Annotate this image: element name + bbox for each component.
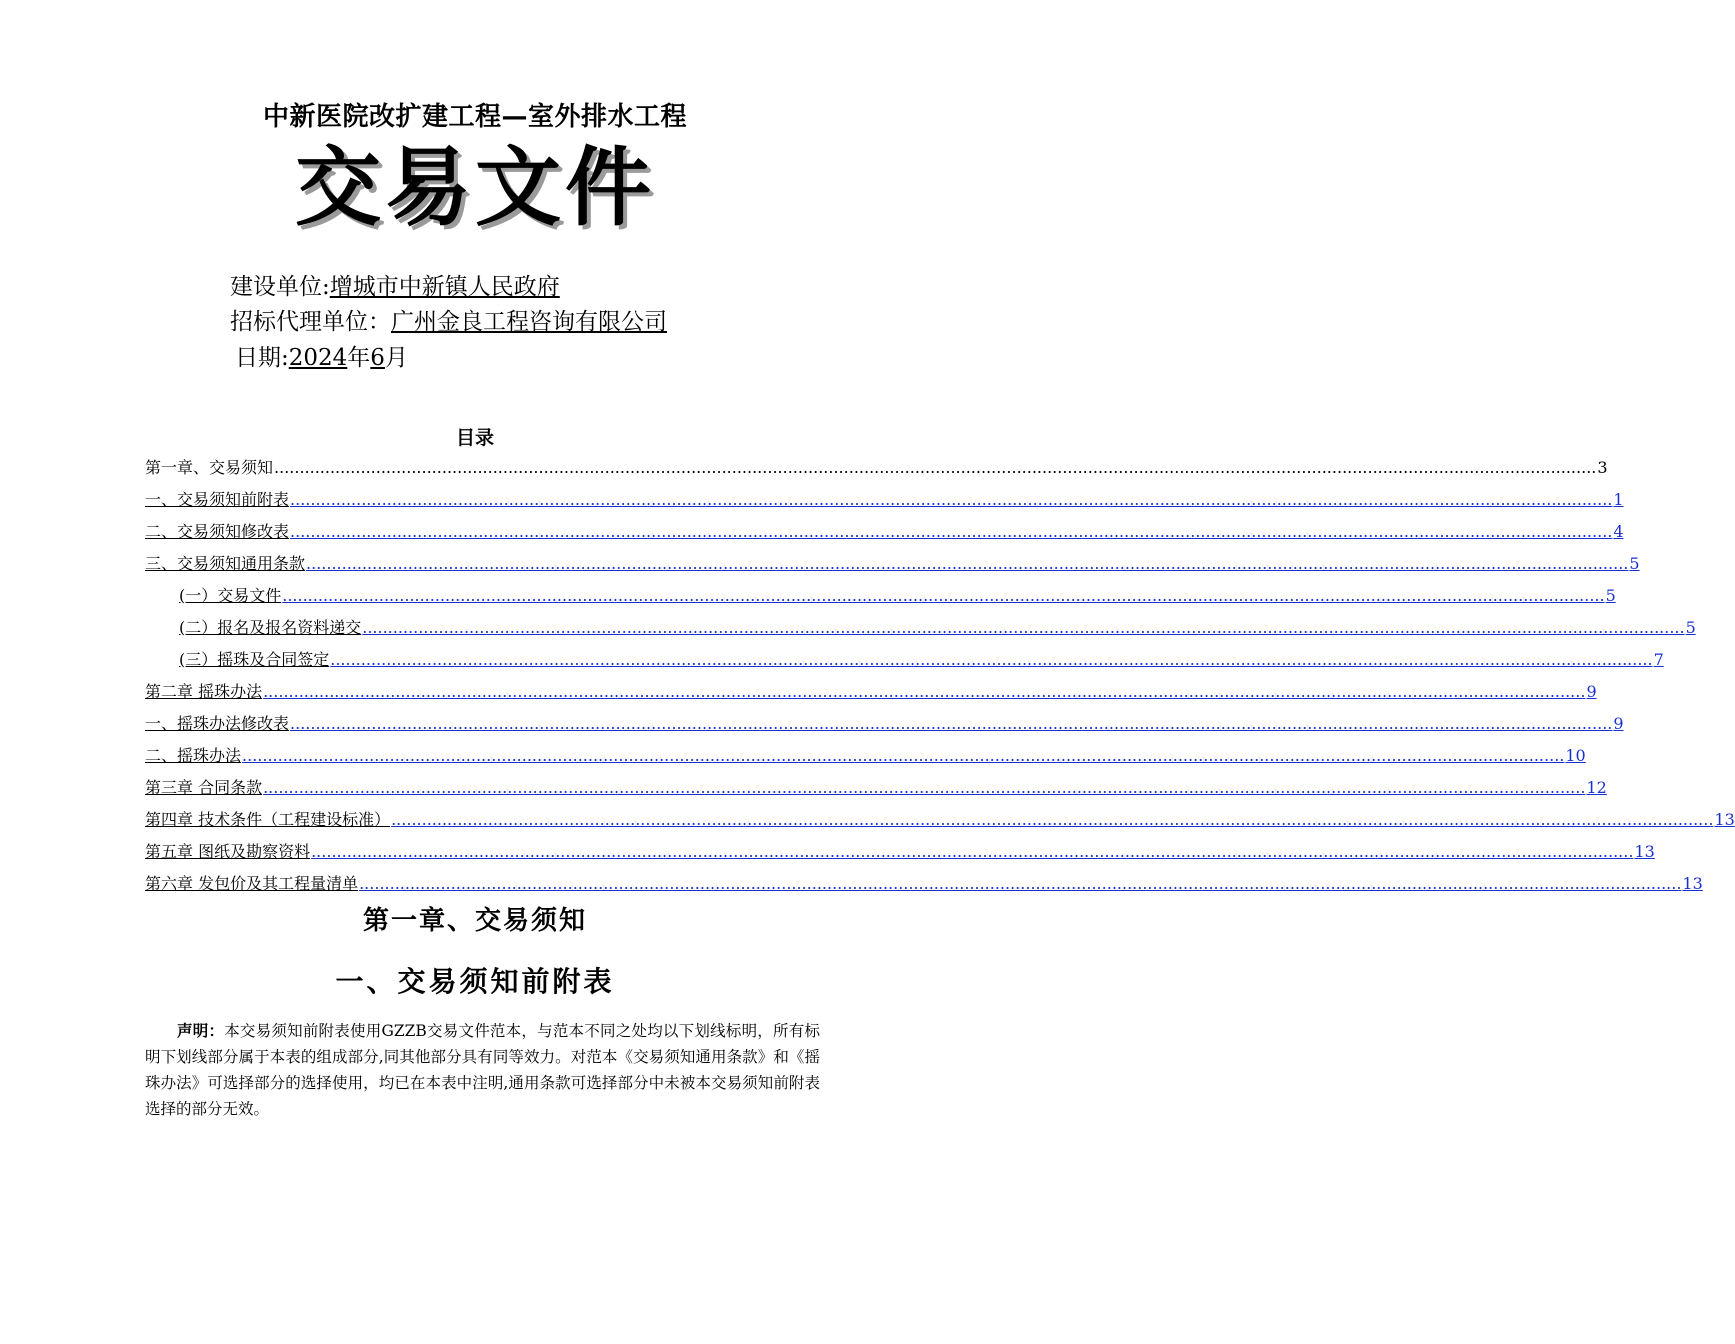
date-month: 6: [370, 345, 385, 371]
toc-entry-page: 13: [1714, 810, 1735, 829]
toc-entry-title: 一、交易须知前附表: [145, 490, 290, 509]
toc-entry[interactable]: [145, 670, 1597, 702]
toc-entry-title: 三、交易须知通用条款: [145, 554, 306, 573]
date-label: 日期:: [235, 345, 289, 371]
toc-entry-title: 第三章 合同条款: [145, 778, 263, 797]
toc-entry[interactable]: [145, 734, 1586, 766]
toc-entry[interactable]: [145, 830, 1655, 862]
toc-entry-page: 9: [1586, 682, 1597, 701]
section-heading: 一、交易须知前附表: [335, 965, 615, 998]
toc-entry[interactable]: [145, 542, 1640, 574]
toc-entry[interactable]: [145, 446, 1608, 478]
toc-entry-title: (三）摇珠及合同签定: [179, 650, 330, 669]
toc-entry-page: 1: [1613, 490, 1624, 509]
toc-entry-title: 第一章、交易须知: [145, 458, 274, 477]
toc-entry-page: 5: [1605, 586, 1616, 605]
owner-line: [230, 272, 560, 302]
toc-entry-title: (二）报名及报名资料递交: [179, 618, 362, 637]
toc-entry-page: 5: [1685, 618, 1696, 637]
statement-label: 声明：: [177, 1021, 225, 1040]
toc-leader: ....................................................................................................................................................................................................................................................................: [306, 554, 1629, 573]
toc-entry-title: 二、摇珠办法: [145, 746, 242, 765]
toc-entry-title: 第二章 摇珠办法: [145, 682, 263, 701]
toc-entry-page: 5: [1629, 554, 1640, 573]
toc-entry[interactable]: [145, 574, 1616, 606]
toc-leader: ....................................................................................................................................................................................................................................................................: [362, 618, 1685, 637]
toc-entry-page: 4: [1613, 522, 1624, 541]
toc-entry-title: 第六章 发包价及其工程量清单: [145, 874, 359, 893]
toc-leader: ....................................................................................................................................................................................................................................................................: [274, 458, 1597, 477]
toc-entry-page: 9: [1613, 714, 1624, 733]
agent-label: 招标代理单位：: [230, 309, 391, 335]
toc-entry[interactable]: [145, 510, 1624, 542]
table-of-contents: [145, 446, 1735, 894]
toc-entry-page: 13: [1634, 842, 1655, 861]
toc-entry-title: (一）交易文件: [179, 586, 282, 605]
chapter-heading: 第一章、交易须知: [362, 906, 587, 936]
agent-line: [230, 307, 667, 337]
toc-leader: ....................................................................................................................................................................................................................................................................: [242, 746, 1565, 765]
toc-leader: ....................................................................................................................................................................................................................................................................: [330, 650, 1653, 669]
toc-leader: ....................................................................................................................................................................................................................................................................: [290, 522, 1613, 541]
toc-entry[interactable]: [145, 798, 1735, 830]
toc-heading: 目录: [455, 427, 494, 449]
toc-entry-page: 12: [1586, 778, 1607, 797]
statement-text: 本交易须知前附表使用GZZB交易文件范本，与范本不同之处均以下划线标明，所有标明下划线部分属于本表的组成部分,同其他部分具有同等效力。对范本《交易须知通用条款》和《摇珠办法》可选择部分的选择使用，均已在本表中注明,通用条款可选择部分中未被本交易须知前附表选择的部分无效。: [145, 1022, 820, 1118]
toc-entry[interactable]: [145, 638, 1664, 670]
toc-leader: ....................................................................................................................................................................................................................................................................: [263, 778, 1586, 797]
toc-entry-title: 一、摇珠办法修改表: [145, 714, 290, 733]
agent-value: 广州金良工程咨询有限公司: [391, 309, 667, 335]
toc-entry[interactable]: [145, 478, 1624, 510]
toc-entry-title: 第五章 图纸及勘察资料: [145, 842, 311, 861]
date-month-unit: 月: [384, 345, 408, 371]
toc-entry[interactable]: [145, 766, 1607, 798]
toc-leader: ....................................................................................................................................................................................................................................................................: [290, 490, 1613, 509]
toc-entry-page: 3: [1597, 458, 1608, 477]
toc-entry[interactable]: [145, 606, 1696, 638]
date-line: [235, 343, 408, 373]
toc-leader: ....................................................................................................................................................................................................................................................................: [311, 842, 1634, 861]
date-year: 2024: [288, 345, 348, 371]
toc-leader: ....................................................................................................................................................................................................................................................................: [263, 682, 1586, 701]
owner-label: 建设单位:: [230, 274, 330, 300]
toc-entry-page: 7: [1653, 650, 1664, 669]
document-title: 交易文件: [295, 138, 655, 238]
owner-value: 增城市中新镇人民政府: [329, 274, 560, 300]
toc-leader: ....................................................................................................................................................................................................................................................................: [282, 586, 1605, 605]
toc-entry[interactable]: [145, 702, 1624, 734]
statement-paragraph: [145, 1018, 820, 1122]
toc-leader: ....................................................................................................................................................................................................................................................................: [359, 874, 1682, 893]
date-year-unit: 年: [347, 345, 371, 371]
toc-entry-title: 二、交易须知修改表: [145, 522, 290, 541]
toc-leader: ....................................................................................................................................................................................................................................................................: [290, 714, 1613, 733]
toc-entry-page: 10: [1565, 746, 1586, 765]
toc-entry-page: 13: [1682, 874, 1703, 893]
toc-entry-title: 第四章 技术条件（工程建设标准）: [145, 810, 391, 829]
project-name: 中新医院改扩建工程—室外排水工程: [262, 102, 687, 132]
toc-entry[interactable]: [145, 862, 1703, 894]
toc-leader: ....................................................................................................................................................................................................................................................................: [391, 810, 1714, 829]
